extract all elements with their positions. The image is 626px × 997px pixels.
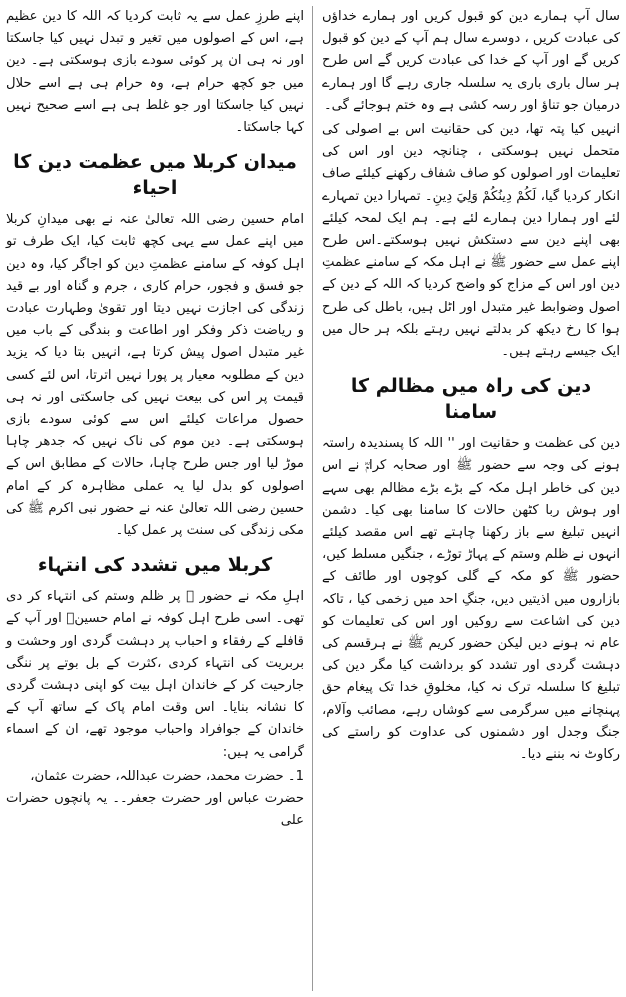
paragraph: اپنے طرزِ عمل سے یہ ثابت کردیا کہ اللہ کا دین عظیم ہے، اس کے اصولوں میں تغیر و تبدل نہیں کیا جاسکتا اور نہ ہی ان پر کوئی سودے بازی ہوسکتی ہے۔ دین میں جو کچھ حرام ہے، وہ حرام ہی ہے اسے حلال نہیں کیا جاسکتا اور جو غلط ہی ہے اسے صحیح نہیں کہا جاسکتا۔ — [6, 9, 304, 136]
right-column — [322, 6, 620, 768]
paragraph: امام حسین رضی اللہ تعالیٰ عنہ نے بھی میدانِ کربلا میں اپنے عمل سے یہی کچھ ثابت کیا، ایک طرف تو اہل کوفہ کے سامنے عظمتِ دین کو اجاگر کیا، وہ دین جو فسق و فجور، حرام کاری ، جرم و گناہ اور بے قید زندگی کی اجازت نہیں دیتا اور تقویٰ وطہارت عبادت و ریاضت ذکر وفکر اور اطاعت و بندگی کے باب میں غیر متبدل اصول پیش کرتا ہے، انہیں بتا دیا کہ یزید دین کے مطلوبہ معیار پر پورا نہیں اترتا، اس لئے کسی قیمت پر اس کی بیعت نہیں کی جاسکتی اور نہ ہی حصول مراعات کیلئے اس سے کوئی سودے بازی ہوسکتی ہے۔ دین موم کی ناک نہیں کہ جدھر چاہا موڑ لیا اور جس طرح چاہا، حالات کے مطابق اس کے اصولوں کو بدل لیا یہ عملی مظاہرہ کر کے امام حسین رضی اللہ تعالیٰ عنہ نے حضور نبی اکرم ﷺ کی مکی زندگی کی سنت پر عمل کیا۔ — [6, 212, 304, 539]
list-item: 1۔ حضرت محمد، حضرت عبداللہ، حضرت عثمان، — [30, 768, 304, 784]
paragraph: دین کی عظمت و حقانیت اور '' اللہ کا پسندیدہ راستہ ہونے کی وجہ سے حضور ﷺ اور صحابہ کرامؓ نے اس دین کی خاطر اہل مکہ کے بڑے بڑے مظالم بھی سہے اور ہوش ربا کٹھن حالات کا سامنا بھی کیا۔ دشمن انہیں تبلیغ سے باز رکھنا چاہتے تھے اس مقصد کیلئے انہوں نے ظلم وستم کے پہاڑ توڑے ، جنگیں مسلط کیں، حضور ﷺ کو مکہ کے گلی کوچوں اور طائف کے بازاروں میں اذیتیں دیں، جنگِ احد میں زخمی کیا ، تاکہ دین کی اشاعت سے روکیں اور اس کی تعلیمات کو عام نہ ہونے دیں لیکن حضور کریم ﷺ نے ہرقسم کی دہشت گردی اور تشدد کو برداشت کیا مگر دین کی تبلیغ کا سلسلہ ترک نہ کیا، مخلوقِ خدا تک پیغام حق پہنچانے میں سرگرمی سے کوشاں رہے، مصائب وآلام، جنگ وجدل اور دشمنوں کی عداوت کو راستے کی رکاوٹ نہ بننے دیا۔ — [322, 436, 620, 763]
section-heading: کربلا میں تشدد کی انتہاء — [37, 554, 273, 577]
left-column — [6, 6, 304, 833]
list-item: حضرت عباس اور حضرت جعفر۔۔ یہ پانچوں حضرات علی — [6, 791, 304, 829]
paragraph: اہلِ مکہ نے حضور ﷺ پر ظلم وستم کی انتہاء کر دی تھی۔ اسی طرح اہل کوفہ نے امام حسینؓ اور آپ کے قافلے کے رفقاء و احباب پر دہشت گردی اور وحشت و بربریت کی انتہاء کردی ،کثرت کے بل بوتے پر ننگی جارحیت کر کے خاندان اہل بیت کو اپنی دہشت گردی کا نشانہ بنایا۔ اس وقت امام پاک کے ساتھ آپ کے خاندان کے جوافراد واحباب موجود تھے، ان کے اسماء گرامی یہ ہیں: — [6, 589, 304, 760]
names-list — [6, 766, 304, 833]
section-heading: میدان کربلا میں عظمت دین کا احیاء — [13, 151, 297, 200]
paragraph: انہیں کیا پتہ تھا، دین کی حقانیت اس بے اصولی کی متحمل نہیں ہوسکتی ، چنانچہ دین اور اس کی تعلیمات اور اصولوں کو صاف شفاف رکھنے کیلئے صاف انکار کردیا گیا، لَكُمْ دِينُكُمْ وَلِيَ دِينِ۔ تمہارا دین تمہارے لئے اور ہمارا دین ہمارے لئے ہے۔ ہم ایک لمحہ کیلئے بھی اپنے دین سے دستکش نہیں ہوسکتے۔اس طرح اپنے عمل سے حضور ﷺ نے اہل مکہ کے سامنے عظمتِ دین اور اس کے مزاج کو واضح کردیا کہ اللہ کے دین کے اصول وضوابط غیر متبدل اور اٹل ہیں، باطل کی طرح ہوا کا رخ دیکھ کر بدلتے نہیں رہتے بلکہ ہر حال میں ایک جیسے رہتے ہیں۔ — [322, 122, 620, 360]
paragraph: سال آپ ہمارے دین کو قبول کریں اور ہمارے خداؤں کی عبادت کریں ، دوسرے سال ہم آپ کے دین کو قبول کریں گے اور آپ کے خدا کی عبادت کریں گے اس طرح ہر سال باری باری یہ سلسلہ جاری رہے گا اور ہمارے درمیان جو تناؤ اور رسہ کشی ہے وہ ختم ہوجائے گی۔ — [322, 9, 620, 113]
section-heading: دین کی راہ میں مظالم کا سامنا — [350, 375, 592, 424]
column-divider — [312, 6, 313, 991]
